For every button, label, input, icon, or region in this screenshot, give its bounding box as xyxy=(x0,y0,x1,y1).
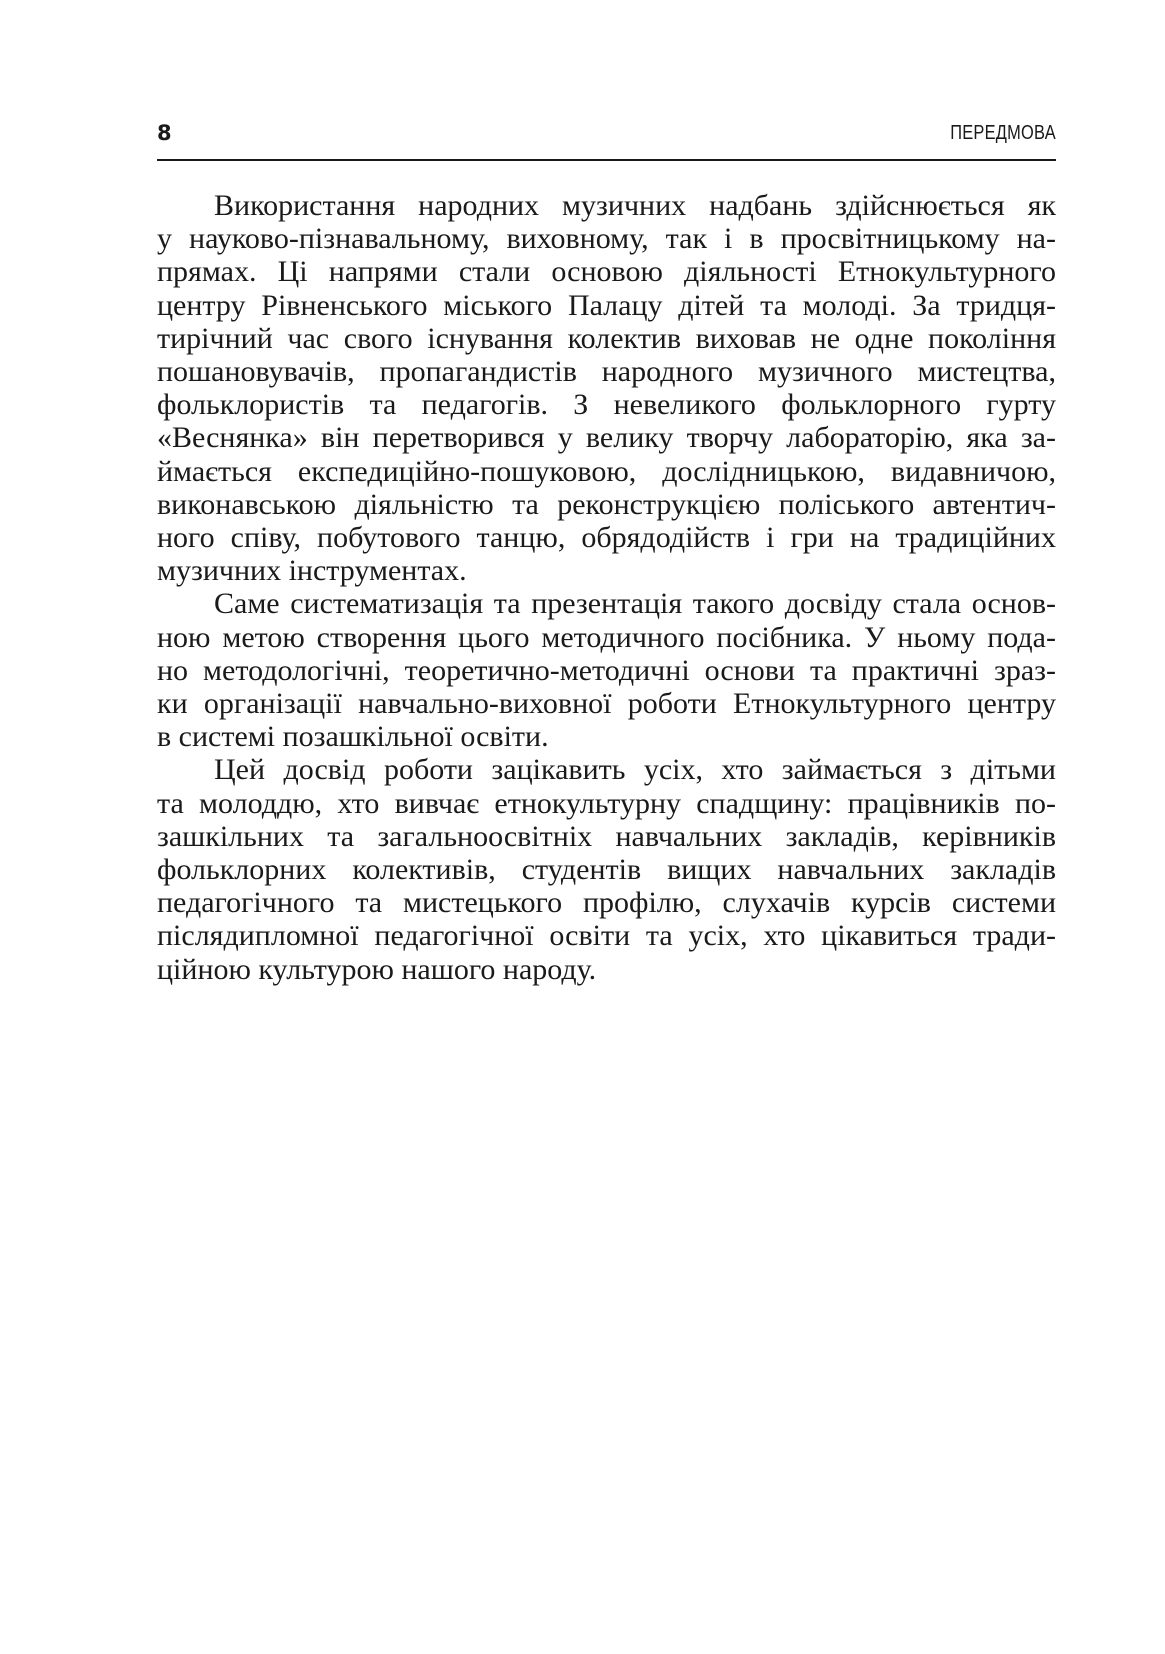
text-line: педагогічного та мистецького профілю, слухачів курсів системи xyxy=(157,886,1056,920)
text-line: фольклорних колективів, студентів вищих навчальних закладів xyxy=(157,853,1056,887)
text-line: в системі позашкільної освіти. xyxy=(157,720,549,754)
text-line: ки організації навчально-виховної роботи Етнокультурного центру xyxy=(157,687,1056,721)
paragraph xyxy=(157,189,1056,587)
running-head: ПЕРЕДМОВА xyxy=(950,122,1056,144)
text-line: фольклористів та педагогів. З невеликого фольклорного гурту xyxy=(157,388,1056,422)
text-line: у науково-пізнавальному, виховному, так і в просвітницькому на- xyxy=(157,222,1056,256)
text-line: тирічний час свого існування колектив виховав не одне покоління xyxy=(157,321,1056,355)
body-text xyxy=(157,189,1056,986)
page-header xyxy=(157,119,1056,161)
text-line: прямах. Ці напрями стали основою діяльності Етнокультурного xyxy=(157,255,1056,289)
text-line: ційною культурою нашого народу. xyxy=(157,952,597,986)
text-line: зашкільних та загальноосвітніх навчальних закладів, керівників xyxy=(157,819,1056,853)
text-line: центру Рівненського міського Палацу дітей та молоді. За тридця- xyxy=(157,288,1056,322)
text-line: музичних інструментах. xyxy=(157,554,467,588)
text-line: та молоддю, хто вивчає етнокультурну спадщину: працівників по- xyxy=(157,786,1056,820)
paragraph xyxy=(157,587,1056,753)
text-line: «Веснянка» він перетворився у велику творчу лабораторію, яка за- xyxy=(157,421,1056,455)
text-line: Цей досвід роботи зацікавить усіх, хто займається з дітьми xyxy=(214,753,1056,787)
text-line: Саме систематизація та презентація такого досвіду стала основ- xyxy=(214,587,1056,621)
text-line: післядипломної педагогічної освіти та усіх, хто цікавиться тради- xyxy=(157,919,1056,953)
paragraph xyxy=(157,753,1056,985)
text-line: ймається експедиційно-пошуковою, дослідницькою, видавничою, xyxy=(157,454,1056,488)
text-line: но методологічні, теоретично-методичні основи та практичні зраз- xyxy=(157,653,1056,687)
text-line: ною метою створення цього методичного посібника. У ньому пода- xyxy=(157,620,1056,654)
text-line: пошановувачів, пропагандистів народного музичного мистецтва, xyxy=(157,355,1056,389)
page-number: 8 xyxy=(157,121,172,145)
text-line: Використання народних музичних надбань здійснюється як xyxy=(214,189,1056,222)
text-line: виконавською діяльністю та реконструкцією поліського автентич- xyxy=(157,487,1056,521)
text-line: ного співу, побутового танцю, обрядодійств і гри на традиційних xyxy=(157,521,1056,555)
